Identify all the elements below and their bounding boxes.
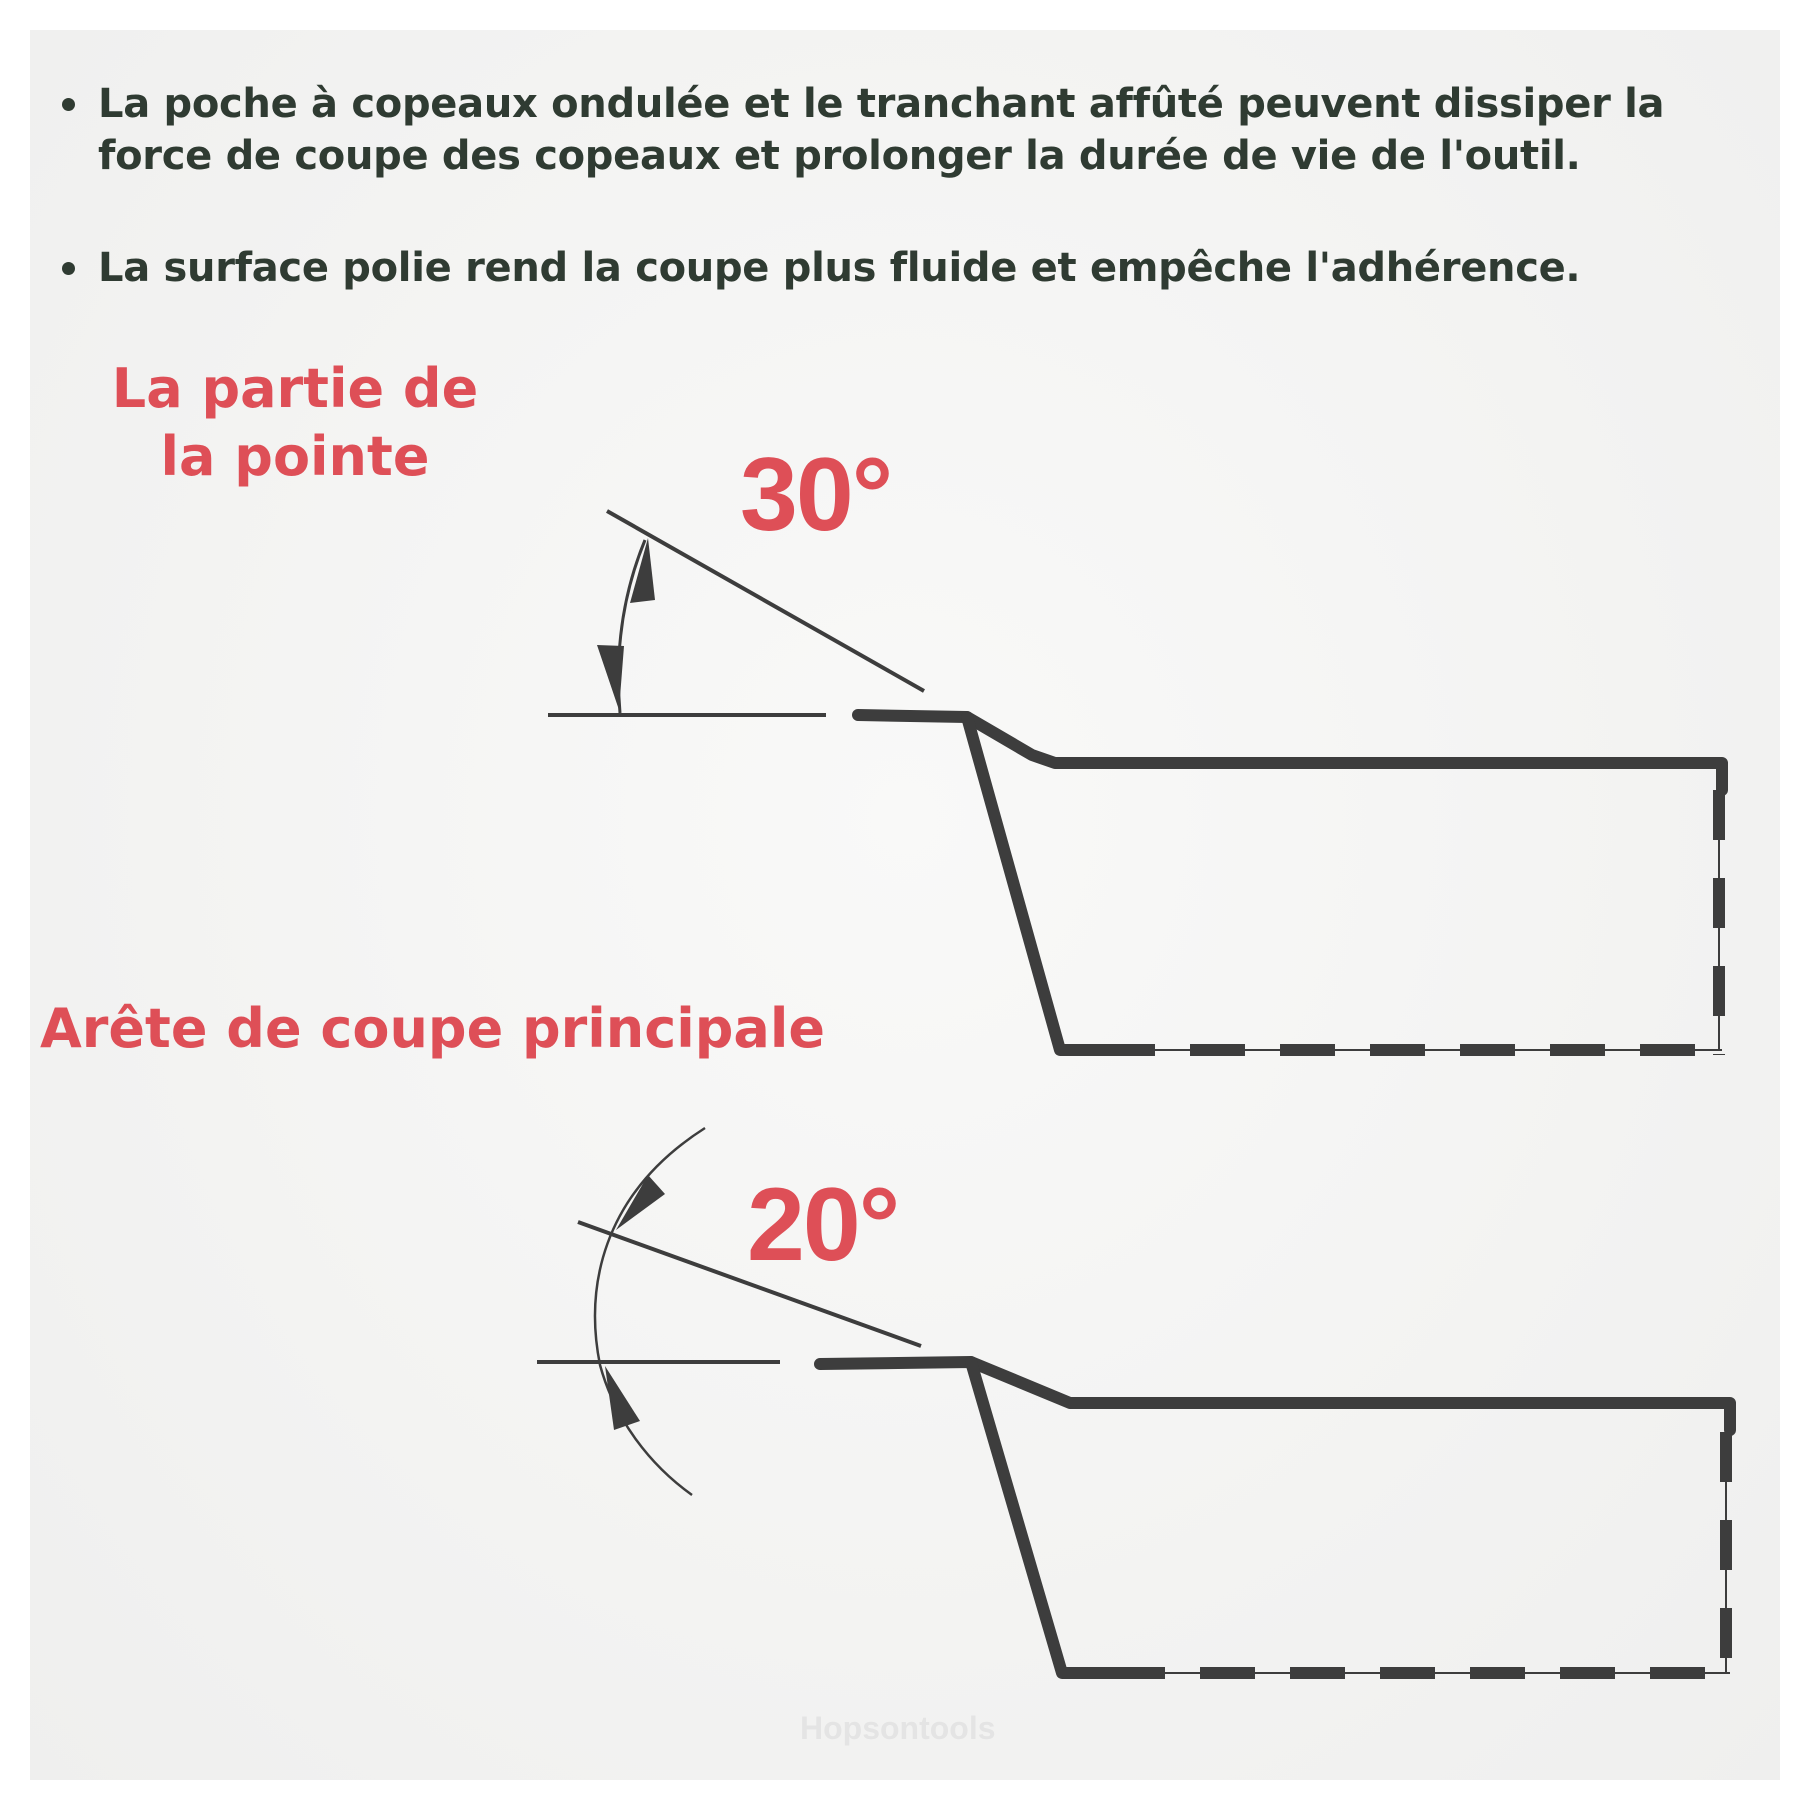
tool-outline — [820, 1362, 1730, 1430]
main-edge-angle-diagram — [537, 1128, 1730, 1678]
arrow-up-icon — [605, 1366, 640, 1430]
bullet-text: La surface polie rend la coupe plus fluide et empêche l'adhérence. — [98, 245, 1581, 291]
tip-angle-value: 30° — [740, 437, 892, 553]
tip-part-label: La partie de la pointe — [111, 357, 479, 488]
bullet-text: La poche à copeaux ondulée et le tranchant affûté peuvent dissiper la force de coupe des copeaux et prolonger la durée de vie de l'outil. — [98, 81, 1665, 179]
inclined-edge-line — [578, 1222, 921, 1346]
inclined-rake-line — [607, 511, 924, 691]
watermark-logo: Hopsontools — [800, 1710, 996, 1746]
tip-angle-diagram — [548, 511, 1722, 1055]
main-edge-angle-value: 20° — [747, 1167, 899, 1283]
main-cutting-edge-label: Arête de coupe principale — [40, 997, 825, 1060]
